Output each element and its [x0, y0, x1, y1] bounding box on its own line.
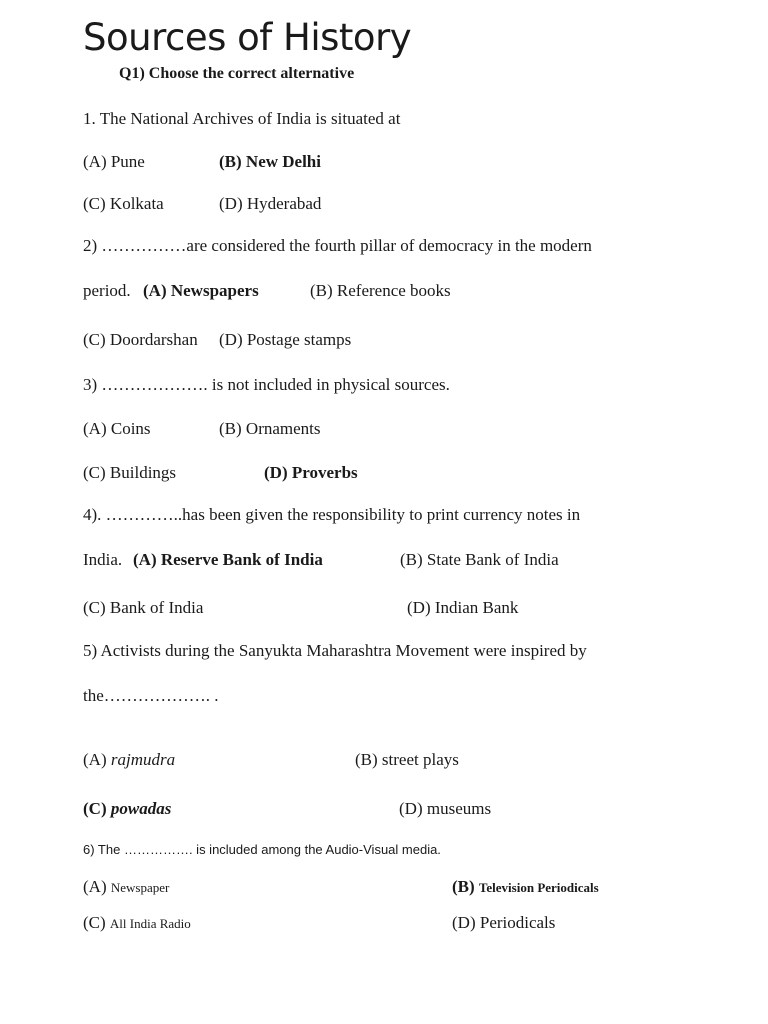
page-title: Sources of History [83, 16, 412, 59]
question-4-cont: India. [83, 550, 123, 569]
question-5: 5) Activists during the Sanyukta Maharashtra Movement were inspired by [83, 641, 587, 660]
q5-option-c [83, 799, 171, 819]
q3-option-b: (B) Ornaments [219, 419, 321, 438]
q6-option-c [83, 913, 191, 933]
q1-option-b: (B) New Delhi [219, 152, 321, 171]
q5-option-a [83, 750, 175, 770]
q6-option-c-term: All India Radio [109, 916, 191, 931]
q3-option-d: (D) Proverbs [264, 463, 358, 482]
q4-option-d: (D) Indian Bank [407, 598, 519, 617]
section-heading: Q1) Choose the correct alternative [119, 65, 355, 82]
q5-option-c-term: powadas [110, 799, 172, 818]
q2-option-b: (B) Reference books [310, 281, 451, 300]
q5-option-d: (D) museums [399, 799, 492, 818]
q6-option-a-term: Newspaper [110, 880, 170, 895]
q6-option-d-prefix: (D) [452, 913, 480, 932]
q6-option-b-prefix: (B) [452, 877, 479, 896]
q5-option-a-prefix: (A) [83, 750, 111, 769]
question-6-text: ……………. is included among the Audio-Visual media. [123, 842, 441, 857]
q3-option-a: (A) Coins [83, 419, 151, 438]
q6-option-b [452, 877, 599, 897]
q1-option-a: (A) Pune [83, 152, 145, 171]
q4-option-c: (C) Bank of India [83, 598, 204, 617]
q2-option-a: (A) Newspapers [143, 281, 259, 300]
q4-option-a: (A) Reserve Bank of India [133, 550, 323, 569]
question-6 [83, 842, 441, 858]
q2-option-c: (C) Doordarshan [83, 330, 198, 349]
q1-option-c: (C) Kolkata [83, 194, 164, 213]
q5-option-c-prefix: (C) [83, 799, 111, 818]
q5-option-a-term: rajmudra [110, 750, 176, 769]
q6-option-c-prefix: (C) [83, 913, 110, 932]
q5-option-b: (B) street plays [355, 750, 459, 769]
q4-option-b: (B) State Bank of India [400, 550, 559, 569]
question-4: 4). …………..has been given the responsibility to print currency notes in [83, 505, 581, 524]
q6-option-d-term: Periodicals [479, 913, 556, 932]
q6-option-a [83, 877, 169, 897]
q2-option-d: (D) Postage stamps [219, 330, 352, 349]
q1-option-d: (D) Hyderabad [219, 194, 322, 213]
question-5-cont: the………………. . [83, 686, 219, 705]
question-1: 1. The National Archives of India is situated at [83, 109, 401, 128]
question-6-prefix: 6) The [83, 842, 124, 857]
q3-option-c: (C) Buildings [83, 463, 177, 482]
question-3: 3) ………………. is not included in physical sources. [83, 375, 450, 394]
q6-option-b-term: Television Periodicals [478, 880, 599, 895]
question-2: 2) ……………are considered the fourth pillar of democracy in the modern [83, 236, 592, 255]
q6-option-d [452, 913, 555, 933]
q6-option-a-prefix: (A) [83, 877, 111, 896]
question-2-cont: period. [83, 281, 131, 300]
